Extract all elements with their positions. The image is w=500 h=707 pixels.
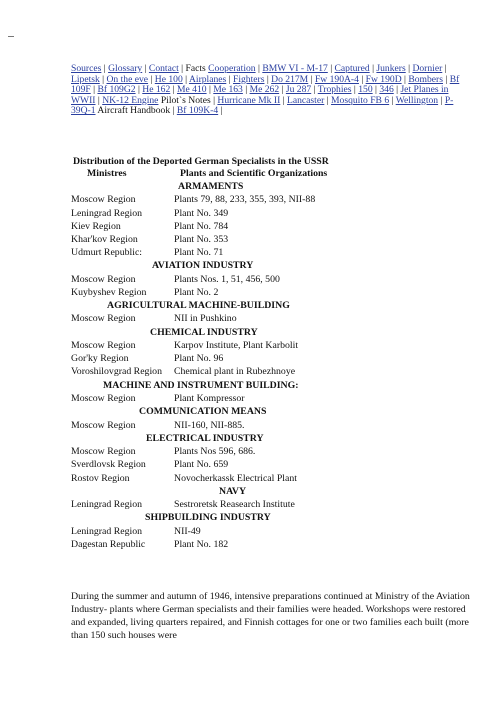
- region-cell: Moscow Region: [71, 393, 136, 405]
- region-cell: Moscow Region: [71, 313, 136, 325]
- nav-item-fw-190a-4[interactable]: Fw 190A-4: [314, 73, 359, 85]
- section-heading-text: ARMAMENTS: [178, 181, 244, 192]
- table-row: [0, 526, 500, 539]
- region-cell: Udmurt Republic:: [71, 247, 143, 259]
- region-cell: Dagestan Republic: [71, 538, 146, 550]
- nav-item-bf-109k-4[interactable]: Bf 109K-4: [176, 105, 219, 117]
- region-cell: Moscow Region: [71, 194, 136, 206]
- section-heading: [0, 260, 500, 273]
- table-row: [0, 313, 500, 326]
- region-cell: Khar'kov Region: [71, 233, 138, 245]
- nav-item-he-100[interactable]: He 100: [154, 73, 183, 85]
- table-row: [0, 420, 500, 433]
- nav-item-he-162[interactable]: He 162: [142, 84, 171, 96]
- nav-item-lancaster[interactable]: Lancaster: [287, 94, 325, 106]
- nav-item-sources[interactable]: Sources: [71, 63, 102, 74]
- nav-item-150[interactable]: 150: [358, 84, 373, 96]
- section-heading-text: AGRICULTURAL MACHINE-BUILDING: [107, 300, 290, 312]
- table-row: [0, 340, 500, 353]
- organization-cell: NII in Pushkino: [174, 313, 237, 325]
- nav-item-p-39q-1[interactable]: P-39Q-1: [71, 94, 454, 117]
- section-heading-text: COMMUNICATION MEANS: [139, 406, 267, 418]
- organization-cell: Karpov Institute, Plant Karbolit: [174, 340, 299, 352]
- table-row: [0, 393, 500, 406]
- region-cell: Moscow Region: [71, 273, 136, 285]
- nav-item-jet-planes-in-wwii[interactable]: Jet Planes in WWII: [71, 84, 449, 106]
- section-heading-text: AVIATION INDUSTRY: [152, 260, 254, 272]
- distribution-table: [0, 181, 500, 552]
- nav-item-hurricane-mk-ii[interactable]: Hurricane Mk II: [217, 94, 281, 106]
- organization-cell: Plant No. 353: [174, 233, 229, 245]
- organization-cell: NII-49: [174, 525, 201, 537]
- nav-item-nk-12-engine[interactable]: NK-12 Engine: [102, 94, 159, 106]
- table-row: [0, 194, 500, 207]
- section-heading-text: MACHINE AND INSTRUMENT BUILDING:: [103, 379, 299, 391]
- section-heading-text: NAVY: [219, 485, 247, 497]
- region-cell: Sverdlovsk Region: [71, 459, 146, 471]
- table-row: [0, 499, 500, 512]
- margin-mark: [8, 36, 14, 37]
- table-row: [0, 247, 500, 260]
- nav-item-346[interactable]: 346: [379, 84, 394, 96]
- table-row: [0, 473, 500, 486]
- section-heading: [0, 406, 500, 419]
- table-row: [0, 208, 500, 221]
- region-cell: Gor'ky Region: [71, 353, 129, 365]
- nav-item-fighters[interactable]: Fighters: [233, 73, 265, 85]
- nav-item-trophies[interactable]: Trophies: [317, 84, 352, 96]
- nav-item-contact[interactable]: Contact: [148, 63, 179, 74]
- section-heading: [0, 486, 500, 499]
- section-heading: [0, 300, 500, 313]
- organization-cell: Novocherkassk Electrical Plant: [174, 472, 297, 484]
- section-heading: [0, 380, 500, 393]
- section-heading: [0, 433, 500, 446]
- table-row: [0, 221, 500, 234]
- region-cell: Moscow Region: [71, 419, 136, 431]
- organization-cell: Plants Nos 596, 686.: [174, 446, 256, 458]
- column-header-plants: Plants and Scientific Organizations: [180, 168, 328, 179]
- nav-item-bf-109f[interactable]: Bf 109F: [71, 73, 460, 96]
- nav-item-bmw-vi-m-17[interactable]: BMW VI - M-17: [262, 63, 328, 74]
- table-row: [0, 274, 500, 287]
- organization-cell: Sestroretsk Reasearch Institute: [174, 499, 295, 511]
- table-row: [0, 446, 500, 459]
- nav-item-captured[interactable]: Captured: [334, 63, 370, 74]
- nav-item-fw-190d[interactable]: Fw 190D: [365, 73, 402, 85]
- nav-item-aircraft-handbook: Aircraft Handbook: [97, 105, 171, 117]
- section-heading: [0, 512, 500, 525]
- nav-item-me-163[interactable]: Me 163: [213, 84, 243, 96]
- region-cell: Voroshilovgrad Region: [71, 366, 162, 378]
- section-heading: [0, 181, 500, 194]
- nav-item-cooperation[interactable]: Cooperation: [208, 63, 256, 74]
- nav-item-bf-109g2[interactable]: Bf 109G2: [97, 84, 136, 96]
- table-row: [0, 353, 500, 366]
- organization-cell: Plant No. 182: [174, 538, 229, 550]
- table-title: Distribution of the Deported German Specialists in the USSR: [73, 156, 329, 167]
- nav-item-mosquito-fb-6[interactable]: Mosquito FB 6: [331, 94, 390, 106]
- nav-item-pilot-s-notes: Pilot`s Notes: [160, 94, 211, 106]
- nav-item-bombers[interactable]: Bombers: [408, 73, 443, 85]
- nav-item-wellington[interactable]: Wellington: [395, 94, 439, 106]
- organization-cell: Plants 79, 88, 233, 355, 393, NII-88: [174, 194, 316, 206]
- body-paragraph: During the summer and autumn of 1946, intensive preparations continued at Ministry of the Aviation Industry- plants where German specialists and their families were headed. Workshops were restored and expanded, living quarters repaired, and Finnish cottages for one or two families each built (more than 150 such houses were: [71, 591, 470, 641]
- organization-cell: Plants Nos. 1, 51, 456, 500: [174, 273, 280, 285]
- region-cell: Kiev Region: [71, 220, 121, 232]
- region-cell: Leningrad Region: [71, 499, 143, 511]
- region-cell: Kuybyshev Region: [71, 286, 147, 298]
- region-cell: Leningrad Region: [71, 207, 143, 219]
- organization-cell: Plant No. 659: [174, 459, 229, 471]
- region-cell: Rostov Region: [71, 472, 130, 484]
- organization-cell: Plant Kompressor: [174, 393, 245, 405]
- organization-cell: NII-160, NII-885.: [174, 419, 245, 431]
- nav-item-glossary[interactable]: Glossary: [108, 63, 143, 74]
- nav-item-me-262[interactable]: Me 262: [249, 84, 280, 96]
- table-row: [0, 459, 500, 472]
- region-cell: Moscow Region: [71, 446, 136, 458]
- section-heading-text: CHEMICAL INDUSTRY: [150, 326, 258, 338]
- table-row: [0, 234, 500, 247]
- nav-item-do-217m[interactable]: Do 217M: [271, 73, 309, 85]
- column-header-ministries: Ministres: [87, 168, 127, 179]
- nav-item-on-the-eve[interactable]: On the eve: [106, 73, 149, 85]
- table-row: [0, 287, 500, 300]
- site-navigation: Sources | Glossary | Contact | Facts Cooperation | BMW VI - M-17 | Captured | Junkers | Dornier | Lipetsk | On the eve | He 100 | Airplanes | Fighters | Do 217M | Fw 190A-4 | Fw 190D | Bombers | Bf 109F | Bf 109G2 | He 162 | Me 410 | Me 163 | Me 262 | Ju 287 | Trophies | 150 | 346 | Jet Planes in WWII | NK-12 Engine Pilot`s Notes | Hurricane Mk II | Lancaster | Mosquito FB 6 | Wellington | P-39Q-1 Aircraft Handbook | Bf 109K-4 |: [71, 63, 460, 117]
- nav-item-facts: Facts: [185, 63, 206, 74]
- section-heading-text: ELECTRICAL INDUSTRY: [146, 432, 264, 444]
- nav-item-airplanes[interactable]: Airplanes: [188, 73, 227, 85]
- organization-cell: Chemical plant in Rubezhnoye: [174, 366, 296, 378]
- organization-cell: Plant No. 349: [174, 207, 229, 219]
- table-row: [0, 539, 500, 552]
- nav-item-ju-287[interactable]: Ju 287: [285, 84, 312, 96]
- nav-item-junkers[interactable]: Junkers: [376, 63, 406, 74]
- nav-item-me-410[interactable]: Me 410: [176, 84, 207, 96]
- table-row: [0, 366, 500, 379]
- nav-item-lipetsk[interactable]: Lipetsk: [71, 73, 100, 85]
- organization-cell: Plant No. 96: [174, 353, 224, 365]
- organization-cell: Plant No. 2: [174, 286, 219, 298]
- region-cell: Leningrad Region: [71, 525, 143, 537]
- section-heading: [0, 327, 500, 340]
- region-cell: Moscow Region: [71, 340, 136, 352]
- section-heading-text: SHIPBUILDING INDUSTRY: [145, 512, 271, 524]
- nav-item-dornier[interactable]: Dornier: [412, 63, 443, 74]
- organization-cell: Plant No. 784: [174, 220, 229, 232]
- organization-cell: Plant No. 71: [174, 247, 224, 259]
